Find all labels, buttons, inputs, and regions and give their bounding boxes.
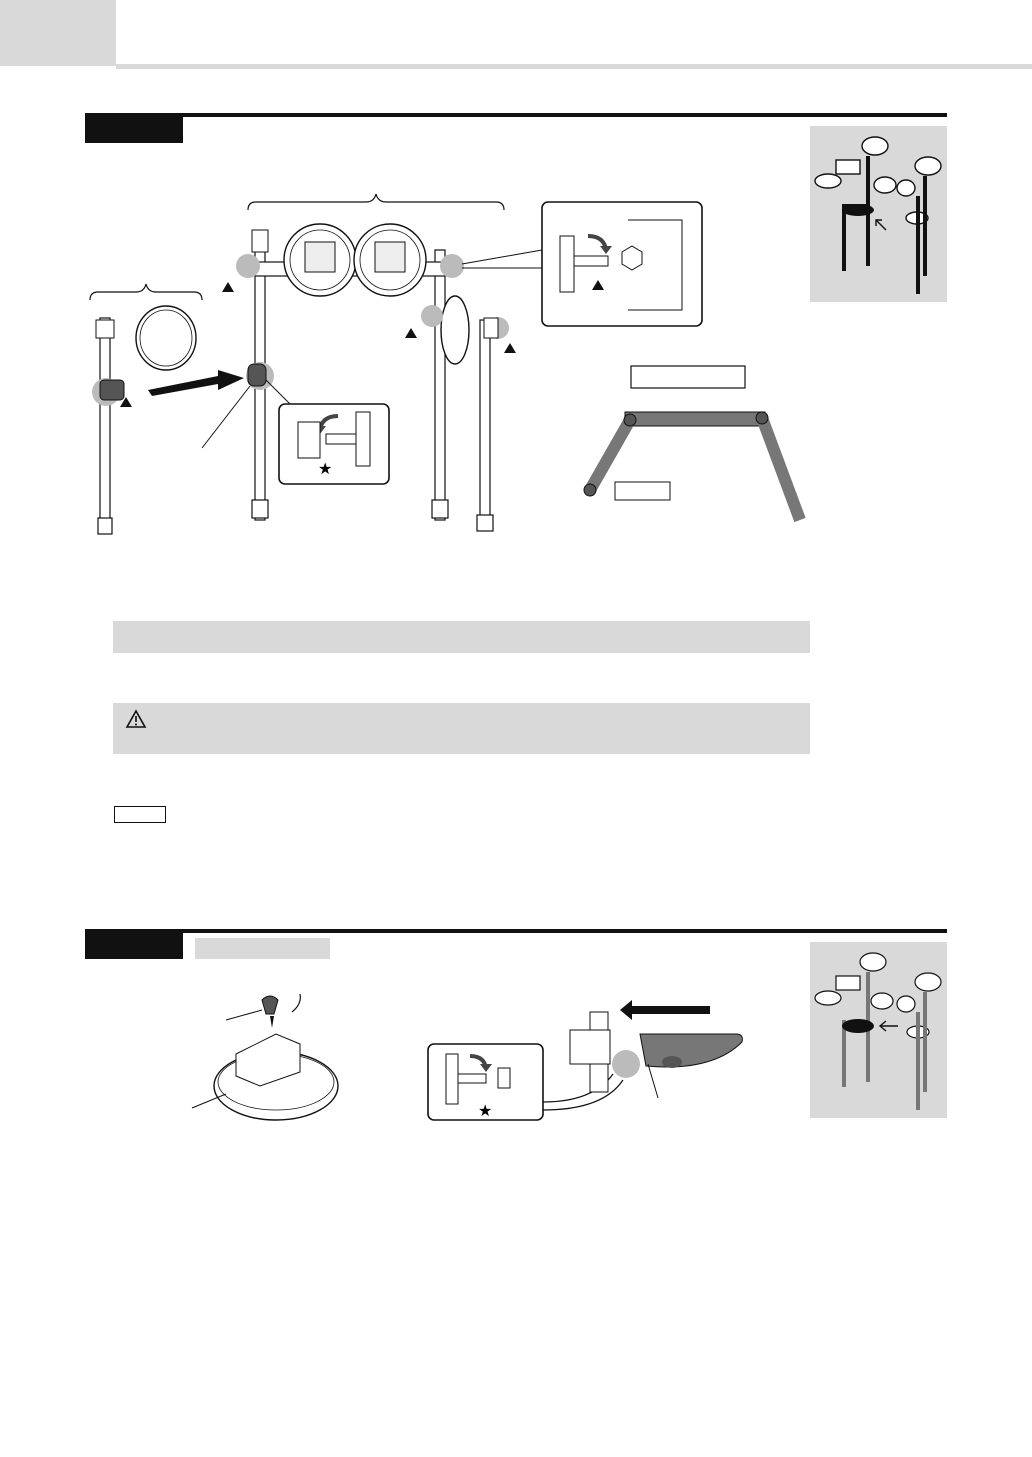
wingbolt-callout-lower <box>266 380 389 484</box>
header-rule <box>116 64 1032 69</box>
step1-stand-thumbnail <box>810 126 947 302</box>
note-label-box <box>114 806 166 823</box>
svg-text:★: ★ <box>318 461 333 478</box>
drum-stand-snare-icon <box>810 942 947 1118</box>
top-view-frame <box>584 412 800 520</box>
top-view-label-box <box>631 366 745 388</box>
step2-snare-figures <box>180 990 780 1130</box>
step2-label-tab <box>85 933 183 959</box>
step2-rule <box>85 929 947 933</box>
step2-sublabel-bar <box>195 938 330 959</box>
wingbolt-callout-upper <box>462 202 702 326</box>
snare-mount-illustration <box>180 990 780 1130</box>
main-frame <box>202 224 516 531</box>
step1-assembly-figure <box>80 190 820 540</box>
notice-bar <box>113 621 810 653</box>
snare-pad-figure <box>192 994 338 1120</box>
warning-icon <box>125 709 147 729</box>
caution-bar <box>113 703 810 754</box>
drum-stand-overview-icon <box>810 126 947 302</box>
svg-text:★: ★ <box>478 1103 493 1120</box>
page-section-tab <box>0 0 116 66</box>
step1-label-tab <box>85 117 183 143</box>
snare-mount-figure <box>570 1000 742 1098</box>
step1-rule <box>85 113 947 117</box>
step2-stand-thumbnail <box>810 942 947 1118</box>
rack-assembly-illustration <box>80 190 820 540</box>
left-pole <box>92 306 196 534</box>
